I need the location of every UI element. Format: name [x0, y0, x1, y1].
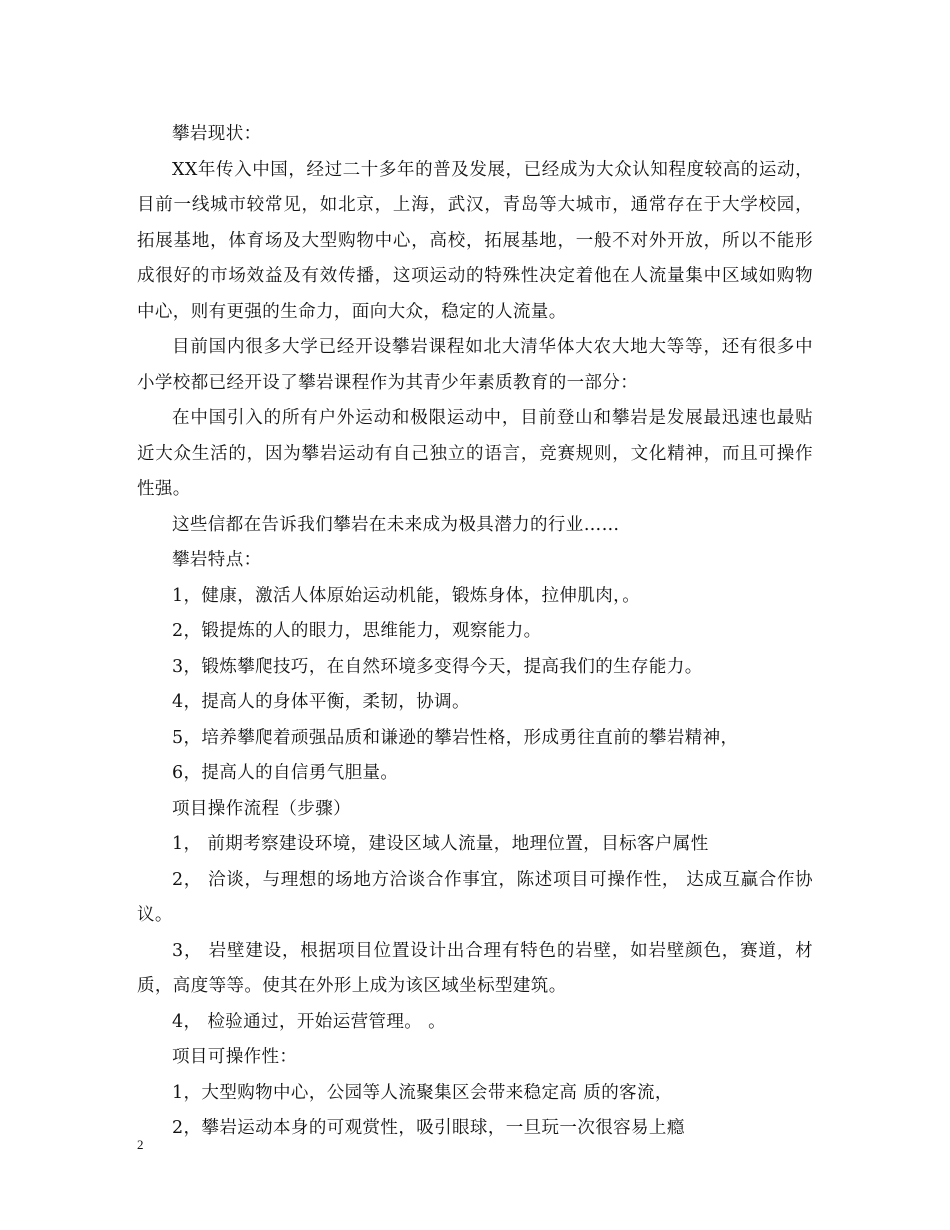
paragraph: 项目可操作性：: [172, 1047, 298, 1067]
paragraph: 项目操作流程（步骤）: [172, 798, 351, 819]
paragraph: 5，培养攀爬着顽强品质和谦逊的攀岩性格，形成勇往直前的攀岩精神，: [172, 727, 739, 748]
paragraph: 攀岩现状：: [172, 124, 262, 144]
paragraph: 攀岩特点：: [172, 550, 262, 570]
paragraph: 1，健康，激活人体原始运动机能，锻炼身体，拉伸肌肉，。: [172, 585, 641, 606]
paragraph: XX年传入中国，经过二十多年的普及发展，已经成为大众认知程度较高的运动，目前一线城市较常见，如北京，上海，武汉，青岛等大城市，通常存在于大学校园，拓展基地，体育场及大型购物中心，高校，拓展基地，一般不对外开放，所以不能形成很好的市场效益及有效传播，这项运动的特殊性决定着他在人流量集中区域如购物中心，则有更强的生命力，面向大众，稳定的人流量。: [137, 159, 813, 322]
paragraph: 6，提高人的自信勇气胆量。: [172, 763, 399, 783]
paragraph: 1， 前期考察建设环境，建设区域人流量，地理位置，目标客户属性: [172, 834, 709, 854]
page-number: 2: [137, 1137, 144, 1152]
paragraph: 2，攀岩运动本身的可观赏性，吸引眼球，一旦玩一次很容易上瘾: [172, 1118, 685, 1138]
paragraph: 4， 检验通过，开始运营管理。 。: [172, 1011, 447, 1032]
paragraph: 4，提高人的身体平衡，柔韧，协调。: [172, 692, 470, 712]
paragraph: 2，锻提炼的人的眼力，思维能力，观察能力。: [172, 621, 542, 641]
document-body: [137, 117, 813, 1147]
paragraph: 这些信都在告诉我们攀岩在未来成为极具潜力的行业……: [172, 514, 620, 535]
paragraph: 3， 岩壁建设，根据项目位置设计出合理有特色的岩壁，如岩壁颜色，赛道，材质，高度等等。使其在外形上成为该区域坐标型建筑。: [137, 940, 813, 996]
paragraph: 2， 洽谈，与理想的场地方洽谈合作事宜，陈述项目可操作性， 达成互赢合作协议。: [137, 869, 813, 925]
paragraph: 1，大型购物中心，公园等人流聚集区会带来稳定高 质的客流，: [172, 1082, 673, 1103]
paragraph: 在中国引入的所有户外运动和极限运动中，目前登山和攀岩是发展最迅速也最贴近大众生活的，因为攀岩运动有自己独立的语言，竞赛规则，文化精神，而且可操作性强。: [137, 408, 813, 499]
paragraph: 3，锻炼攀爬技巧，在自然环境多变得今天，提高我们的生存能力。: [172, 656, 703, 677]
paragraph: 目前国内很多大学已经开设攀岩课程如北大清华体大农大地大等等，还有很多中小学校都已经开设了攀岩课程作为其青少年素质教育的一部分：: [137, 337, 813, 393]
